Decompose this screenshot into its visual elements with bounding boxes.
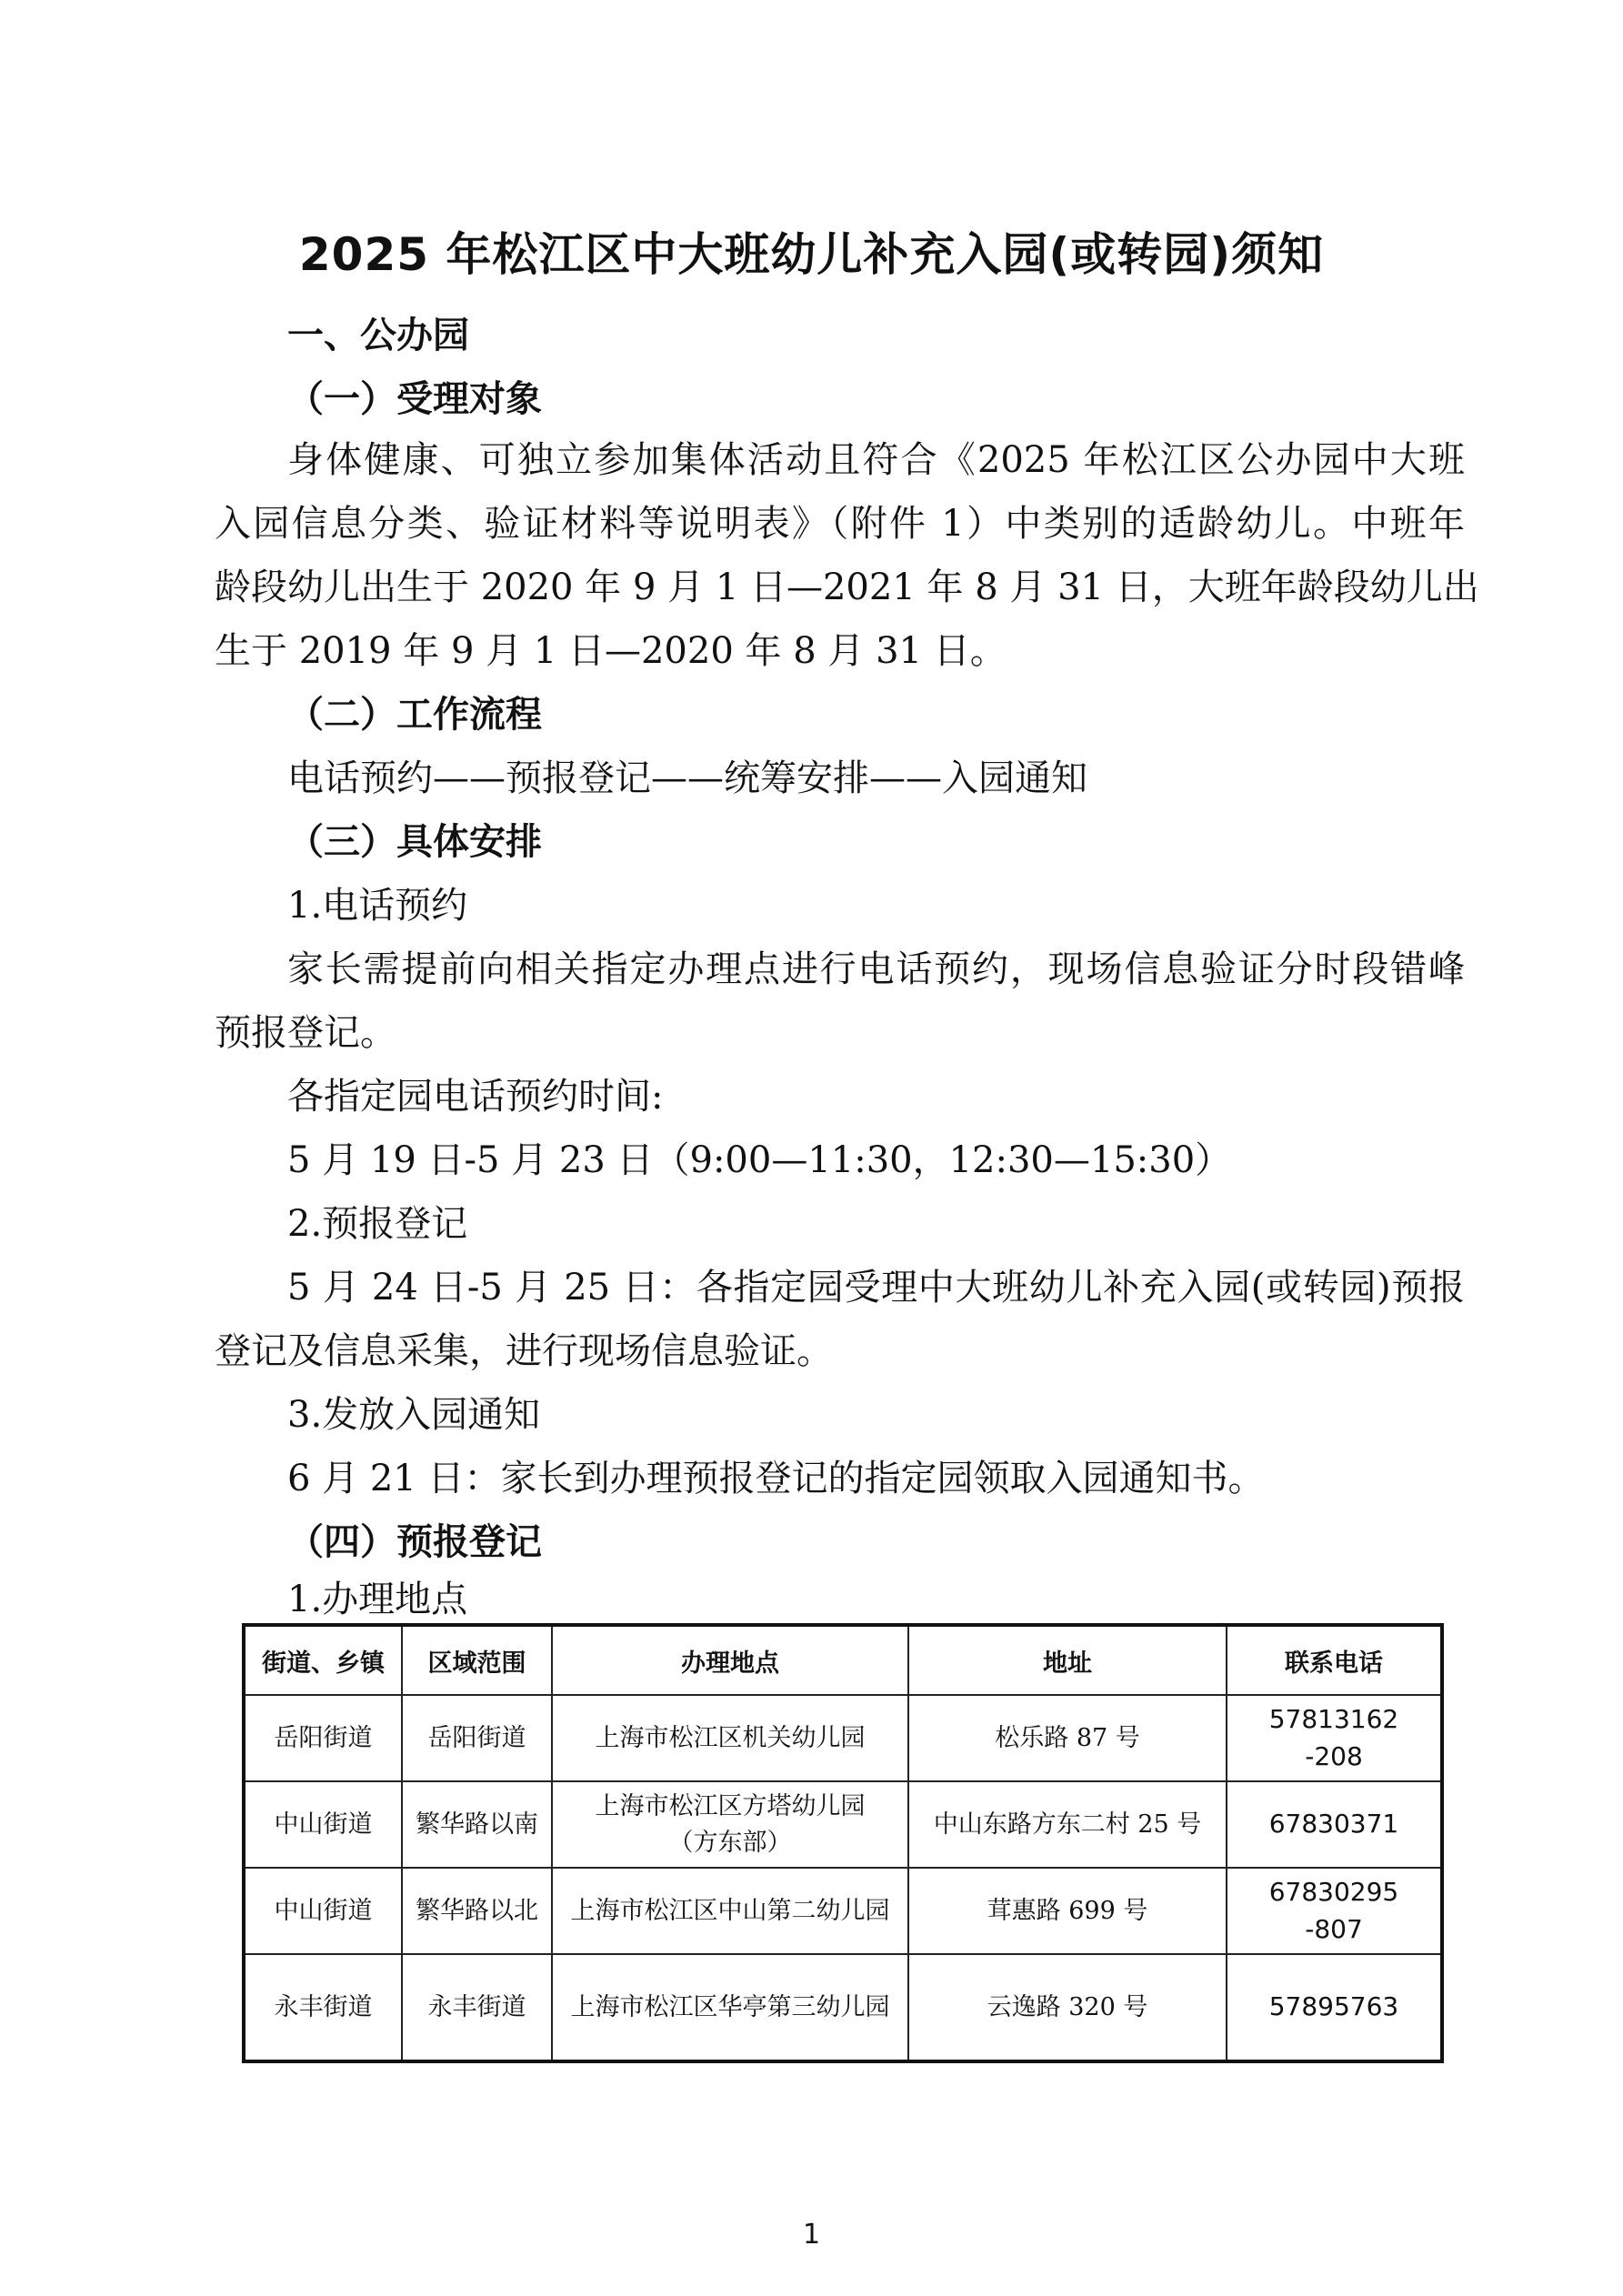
phone-number: 57895763: [1268, 1991, 1399, 2022]
phone-cell: [1227, 1695, 1442, 1781]
address-cell: 中山东路方东二村 25 号: [908, 1781, 1227, 1868]
town-cell: 永丰街道: [244, 1954, 402, 2061]
subheading-arrangement: （三）具体安排: [287, 821, 542, 863]
column-header: 地址: [908, 1625, 1227, 1695]
paragraph-line: 登记及信息采集，进行现场信息验证。: [215, 1330, 833, 1372]
paragraph-line: 5 月 24 日-5 月 25 日：各指定园受理中大班幼儿补充入园(或转园)预报: [287, 1267, 1465, 1308]
subheading-eligibility: （一）受理对象: [287, 378, 542, 420]
paragraph-line: 身体健康、可独立参加集体活动且符合《2025 年松江区公办园中大班: [287, 439, 1465, 481]
subheading-pre-registration: （四）预报登记: [287, 1521, 542, 1563]
area-cell: 岳阳街道: [402, 1695, 552, 1781]
notice-text: 6 月 21 日：家长到办理预报登记的指定园领取入园通知书。: [287, 1458, 1265, 1499]
item-heading-registration: 2.预报登记: [287, 1203, 468, 1245]
table-row: [244, 1868, 1442, 1954]
page-number: 1: [802, 2219, 821, 2251]
phone-cell: [1227, 1954, 1442, 2061]
site-branch: （方东部）: [668, 1828, 792, 1857]
area-cell: 永丰街道: [402, 1954, 552, 2061]
column-header: 街道、乡镇: [244, 1625, 402, 1695]
paragraph-line: 生于 2019 年 9 月 1 日—2020 年 8 月 31 日。: [215, 630, 1007, 672]
table-row: [244, 1695, 1442, 1781]
table-header-row: [244, 1625, 1442, 1695]
paragraph-line: 龄段幼儿出生于 2020 年 9 月 1 日—2021 年 8 月 31 日，大班年龄段幼儿出: [215, 566, 1479, 608]
column-header: 联系电话: [1227, 1625, 1442, 1695]
phone-extension: -807: [1305, 1913, 1363, 1944]
registration-sites-table: [242, 1623, 1444, 2063]
area-cell: 繁华路以北: [402, 1868, 552, 1954]
phone-cell: [1227, 1868, 1442, 1954]
site-cell: [552, 1781, 908, 1868]
phone-number: 67830371: [1268, 1809, 1399, 1840]
paragraph-line: 入园信息分类、验证材料等说明表》（附件 1）中类别的适龄幼儿。中班年: [215, 503, 1465, 545]
site-name: 上海市松江区方塔幼儿园: [595, 1792, 866, 1821]
area-cell: 繁华路以南: [402, 1781, 552, 1868]
column-header: 区域范围: [402, 1625, 552, 1695]
site-name: 上海市松江区中山第二幼儿园: [570, 1896, 890, 1925]
phone-extension: -208: [1305, 1740, 1363, 1771]
paragraph-line: 家长需提前向相关指定办理点进行电话预约，现场信息验证分时段错峰: [287, 948, 1465, 990]
site-cell: [552, 1695, 908, 1781]
item-heading-notice: 3.发放入园通知: [287, 1394, 541, 1436]
site-cell: [552, 1868, 908, 1954]
paragraph-line: 预报登记。: [215, 1012, 396, 1054]
document-title: 2025 年松江区中大班幼儿补充入园(或转园)须知: [298, 228, 1325, 281]
workflow-text: 电话预约——预报登记——统筹安排——入园通知: [287, 757, 1087, 799]
address-cell: 云逸路 320 号: [908, 1954, 1227, 2061]
town-cell: 岳阳街道: [244, 1695, 402, 1781]
site-name: 上海市松江区华亭第三幼儿园: [570, 1992, 890, 2021]
booking-time: 5 月 19 日-5 月 23 日（9:00—11:30，12:30—15:30）: [287, 1139, 1232, 1181]
phone-cell: [1227, 1781, 1442, 1868]
item-heading-phone-booking: 1.电话预约: [287, 885, 468, 927]
phone-number: 57813162: [1268, 1703, 1399, 1734]
subheading-workflow: （二）工作流程: [287, 694, 542, 736]
booking-time-label: 各指定园电话预约时间:: [287, 1076, 664, 1118]
column-header: 办理地点: [552, 1625, 908, 1695]
phone-number: 67830295: [1268, 1876, 1399, 1907]
address-cell: 茸惠路 699 号: [908, 1868, 1227, 1954]
site-name: 上海市松江区机关幼儿园: [595, 1723, 866, 1752]
table-row: [244, 1781, 1442, 1868]
town-cell: 中山街道: [244, 1781, 402, 1868]
item-heading-location: 1.办理地点: [287, 1579, 468, 1620]
site-cell: [552, 1954, 908, 2061]
town-cell: 中山街道: [244, 1868, 402, 1954]
table-row: [244, 1954, 1442, 2061]
section-heading-public: 一、公办园: [287, 315, 469, 356]
address-cell: 松乐路 87 号: [908, 1695, 1227, 1781]
